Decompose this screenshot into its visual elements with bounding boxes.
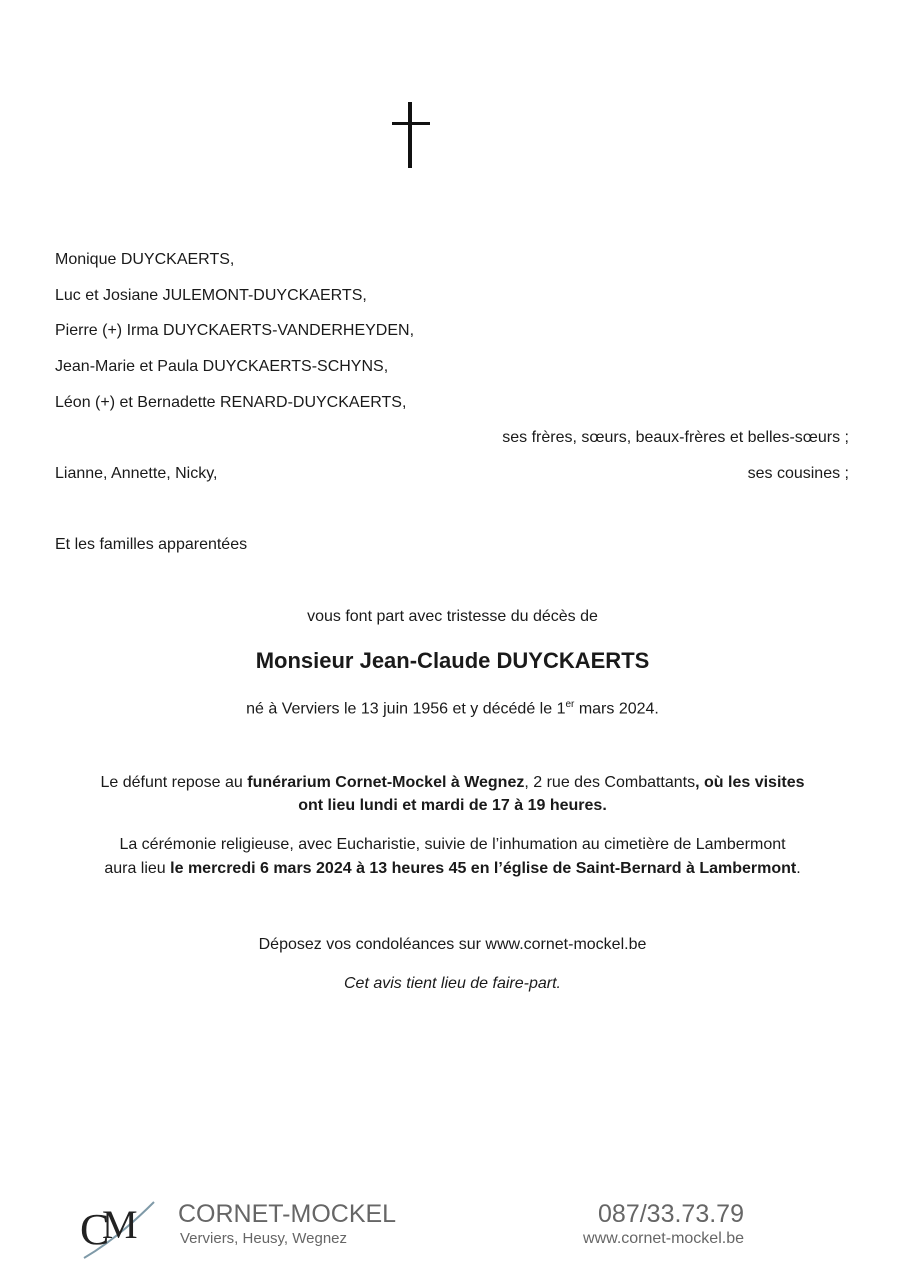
address: , 2 rue des Combattants (524, 774, 696, 791)
deceased-name: Monsieur Jean-Claude DUYCKAERTS (255, 648, 650, 673)
dates-text-end: mars 2024. (574, 700, 659, 718)
family-member: Pierre (+) Irma DUYCKAERTS-VANDERHEYDEN, (55, 322, 415, 339)
phone-number: 087/33.73.79 (598, 1200, 744, 1228)
cross-icon (392, 102, 430, 168)
visiting-hours: ont lieu lundi et mardi de 17 à 19 heures. (298, 797, 607, 814)
cornet-mockel-logo (78, 1198, 158, 1262)
birth-death-dates (0, 695, 905, 719)
website-link[interactable]: www.cornet-mockel.be (583, 1230, 744, 1247)
dates-sup: er (565, 699, 575, 710)
cousins-relation: ses cousines ; (747, 465, 849, 482)
funerarium: funérarium Cornet-Mockel à Wegnez (247, 774, 525, 791)
repose-line-1 (0, 773, 905, 793)
company-locations: Verviers, Heusy, Wegnez (180, 1230, 348, 1247)
siblings-relation: ses frères, sœurs, beaux-frères et belles-sœurs ; (502, 429, 849, 446)
ceremony-line-2 (0, 859, 905, 879)
svg-text:M: M (102, 1202, 138, 1247)
ceremony-line-1: La cérémonie religieuse, avec Eucharistie, suivie de l’inhumation au cimetière de Lambermont (119, 836, 786, 853)
text: . (796, 860, 801, 877)
company-name: CORNET-MOCKEL (178, 1200, 397, 1228)
text: aura lieu (104, 860, 171, 877)
announcement: vous font part avec tristesse du décès de (307, 608, 598, 625)
dates-text: né à Verviers le 13 juin 1956 et y décédé le 1 (246, 700, 566, 718)
family-member: Monique DUYCKAERTS, (55, 251, 235, 268)
family-member: Jean-Marie et Paula DUYCKAERTS-SCHYNS, (55, 358, 389, 375)
svg-text:C: C (80, 1205, 110, 1254)
cousins: Lianne, Annette, Nicky, (55, 465, 218, 482)
ceremony-details: le mercredi 6 mars 2024 à 13 heures 45 en l’église de Saint-Bernard à Lambermont (170, 860, 797, 877)
text-bold: , où les visites (695, 774, 805, 791)
family-member: Luc et Josiane JULEMONT-DUYCKAERTS, (55, 287, 367, 304)
related-families: Et les familles apparentées (55, 536, 248, 553)
repose-line-2 (0, 796, 905, 816)
family-member: Léon (+) et Bernadette RENARD-DUYCKAERTS, (55, 394, 407, 411)
condolences: Déposez vos condoléances sur www.cornet-mockel.be (258, 936, 647, 953)
text: Le défunt repose au (100, 774, 248, 791)
notice: Cet avis tient lieu de faire-part. (344, 975, 561, 992)
